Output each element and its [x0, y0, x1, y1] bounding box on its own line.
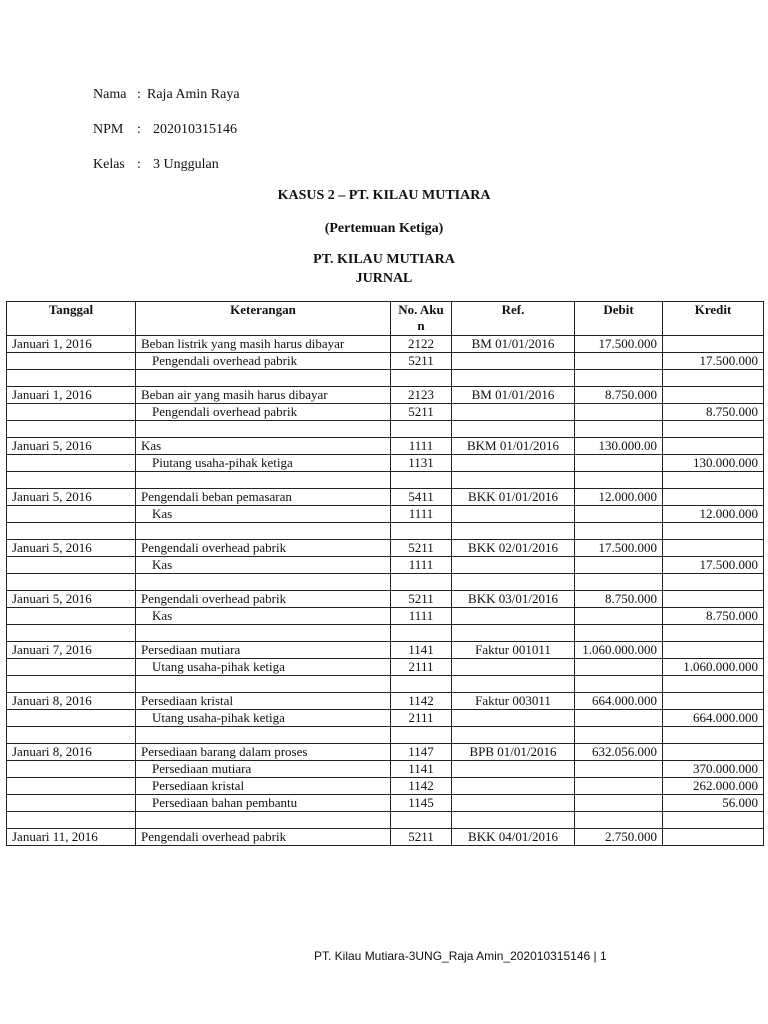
- cell-debit: [575, 404, 663, 421]
- cell-no-akun: 2122: [391, 336, 452, 353]
- cell-ref: [452, 761, 575, 778]
- cell-no-akun: [391, 574, 452, 591]
- cell-no-akun: 1142: [391, 693, 452, 710]
- cell-kredit: [663, 523, 764, 540]
- pertemuan-subtitle: (Pertemuan Ketiga): [324, 221, 444, 236]
- table-row: [7, 353, 764, 370]
- header-kredit: Kredit: [663, 302, 764, 336]
- cell-tanggal: [7, 795, 136, 812]
- jurnal-title: JURNAL: [355, 271, 413, 286]
- cell-no-akun: 2111: [391, 659, 452, 676]
- cell-no-akun: 1111: [391, 506, 452, 523]
- table-header-row: [7, 302, 764, 336]
- cell-kredit: [663, 574, 764, 591]
- cell-debit: [575, 506, 663, 523]
- cell-tanggal: [7, 421, 136, 438]
- cell-no-akun: 5411: [391, 489, 452, 506]
- cell-ref: BM 01/01/2016: [452, 336, 575, 353]
- cell-kredit: 8.750.000: [663, 608, 764, 625]
- cell-ref: Faktur 003011: [452, 693, 575, 710]
- header-keterangan: Keterangan: [136, 302, 391, 336]
- cell-keterangan: Kas: [136, 608, 391, 625]
- cell-keterangan: [136, 727, 391, 744]
- cell-kredit: [663, 591, 764, 608]
- kelas-label: Kelas: [93, 157, 125, 172]
- student-name-line: [93, 87, 240, 103]
- cell-keterangan: [136, 370, 391, 387]
- cell-keterangan: Pengendali overhead pabrik: [136, 353, 391, 370]
- cell-tanggal: [7, 778, 136, 795]
- cell-kredit: 664.000.000: [663, 710, 764, 727]
- cell-ref: BKK 02/01/2016: [452, 540, 575, 557]
- cell-kredit: 130.000.000: [663, 455, 764, 472]
- cell-ref: BKK 04/01/2016: [452, 829, 575, 846]
- cell-no-akun: 5211: [391, 540, 452, 557]
- cell-tanggal: [7, 404, 136, 421]
- cell-ref: [452, 455, 575, 472]
- table-row: [7, 642, 764, 659]
- cell-kredit: 17.500.000: [663, 353, 764, 370]
- jurnal-table: [6, 301, 764, 846]
- table-row: [7, 336, 764, 353]
- cell-tanggal: Januari 7, 2016: [7, 642, 136, 659]
- cell-ref: Faktur 001011: [452, 642, 575, 659]
- cell-ref: BKM 01/01/2016: [452, 438, 575, 455]
- header-no-akun: No. Akun: [391, 302, 452, 336]
- cell-no-akun: 1145: [391, 795, 452, 812]
- cell-keterangan: [136, 676, 391, 693]
- student-kelas-line: [93, 157, 219, 173]
- cell-ref: [452, 557, 575, 574]
- cell-keterangan: [136, 812, 391, 829]
- cell-no-akun: [391, 676, 452, 693]
- cell-ref: [452, 370, 575, 387]
- cell-keterangan: Beban listrik yang masih harus dibayar: [136, 336, 391, 353]
- cell-no-akun: 1141: [391, 761, 452, 778]
- cell-debit: 632.056.000: [575, 744, 663, 761]
- cell-keterangan: Kas: [136, 557, 391, 574]
- kelas-value: 3 Unggulan: [153, 157, 219, 172]
- cell-kredit: [663, 387, 764, 404]
- cell-ref: [452, 812, 575, 829]
- cell-debit: [575, 574, 663, 591]
- table-row: [7, 540, 764, 557]
- cell-tanggal: [7, 625, 136, 642]
- cell-kredit: 56.000: [663, 795, 764, 812]
- cell-keterangan: [136, 472, 391, 489]
- cell-tanggal: Januari 5, 2016: [7, 438, 136, 455]
- cell-tanggal: Januari 8, 2016: [7, 744, 136, 761]
- cell-keterangan: Pengendali beban pemasaran: [136, 489, 391, 506]
- page-footer: [314, 949, 607, 963]
- cell-no-akun: 5211: [391, 829, 452, 846]
- cell-no-akun: [391, 727, 452, 744]
- cell-keterangan: Persediaan mutiara: [136, 761, 391, 778]
- table-row-blank: [7, 625, 764, 642]
- cell-ref: BKK 01/01/2016: [452, 489, 575, 506]
- npm-value: 202010315146: [153, 122, 237, 137]
- cell-no-akun: 2123: [391, 387, 452, 404]
- cell-no-akun: [391, 421, 452, 438]
- cell-no-akun: 1111: [391, 557, 452, 574]
- cell-kredit: [663, 829, 764, 846]
- table-row: [7, 659, 764, 676]
- cell-keterangan: Kas: [136, 506, 391, 523]
- cell-kredit: 262.000.000: [663, 778, 764, 795]
- cell-keterangan: Pengendali overhead pabrik: [136, 540, 391, 557]
- cell-no-akun: [391, 472, 452, 489]
- cell-tanggal: Januari 5, 2016: [7, 489, 136, 506]
- cell-no-akun: 5211: [391, 353, 452, 370]
- table-row: [7, 608, 764, 625]
- cell-tanggal: Januari 11, 2016: [7, 829, 136, 846]
- cell-tanggal: [7, 608, 136, 625]
- cell-kredit: 12.000.000: [663, 506, 764, 523]
- nama-label: Nama: [93, 87, 127, 102]
- cell-keterangan: Utang usaha-pihak ketiga: [136, 659, 391, 676]
- cell-no-akun: 1131: [391, 455, 452, 472]
- cell-kredit: [663, 370, 764, 387]
- cell-no-akun: 1141: [391, 642, 452, 659]
- cell-tanggal: Januari 1, 2016: [7, 387, 136, 404]
- cell-debit: [575, 727, 663, 744]
- cell-tanggal: [7, 455, 136, 472]
- cell-no-akun: [391, 625, 452, 642]
- cell-keterangan: Persediaan kristal: [136, 693, 391, 710]
- table-row: [7, 778, 764, 795]
- cell-no-akun: [391, 523, 452, 540]
- cell-debit: [575, 557, 663, 574]
- cell-debit: [575, 472, 663, 489]
- table-row: [7, 693, 764, 710]
- table-row: [7, 506, 764, 523]
- cell-kredit: [663, 693, 764, 710]
- cell-kredit: [663, 438, 764, 455]
- cell-no-akun: [391, 370, 452, 387]
- table-row: [7, 761, 764, 778]
- cell-kredit: [663, 625, 764, 642]
- table-row-blank: [7, 574, 764, 591]
- cell-debit: 2.750.000: [575, 829, 663, 846]
- cell-tanggal: Januari 5, 2016: [7, 540, 136, 557]
- page-number: 1: [599, 949, 607, 963]
- kasus-title: KASUS 2 – PT. KILAU MUTIARA: [277, 188, 491, 203]
- cell-debit: [575, 523, 663, 540]
- cell-kredit: 370.000.000: [663, 761, 764, 778]
- npm-label: NPM: [93, 122, 124, 137]
- header-ref: Ref.: [452, 302, 575, 336]
- cell-ref: [452, 659, 575, 676]
- cell-ref: [452, 506, 575, 523]
- cell-no-akun: 1147: [391, 744, 452, 761]
- cell-keterangan: Persediaan kristal: [136, 778, 391, 795]
- cell-kredit: [663, 489, 764, 506]
- cell-tanggal: [7, 659, 136, 676]
- student-npm-line: [93, 122, 237, 138]
- cell-keterangan: Persediaan barang dalam proses: [136, 744, 391, 761]
- cell-kredit: [663, 676, 764, 693]
- cell-tanggal: [7, 472, 136, 489]
- nama-separator: :: [137, 87, 141, 102]
- jurnal-body: [7, 336, 764, 846]
- cell-tanggal: Januari 1, 2016: [7, 336, 136, 353]
- cell-ref: BPB 01/01/2016: [452, 744, 575, 761]
- cell-no-akun: [391, 812, 452, 829]
- cell-debit: [575, 370, 663, 387]
- footer-text: PT. Kilau Mutiara-3UNG_Raja Amin_202010315146: [314, 949, 591, 963]
- cell-kredit: [663, 421, 764, 438]
- company-title: PT. KILAU MUTIARA: [313, 252, 455, 267]
- cell-ref: [452, 710, 575, 727]
- cell-debit: [575, 710, 663, 727]
- cell-debit: [575, 353, 663, 370]
- cell-tanggal: [7, 676, 136, 693]
- header-tanggal: Tanggal: [7, 302, 136, 336]
- cell-no-akun: 1111: [391, 438, 452, 455]
- cell-keterangan: [136, 574, 391, 591]
- cell-debit: 8.750.000: [575, 591, 663, 608]
- cell-ref: [452, 608, 575, 625]
- cell-debit: [575, 812, 663, 829]
- cell-kredit: 1.060.000.000: [663, 659, 764, 676]
- cell-keterangan: Persediaan mutiara: [136, 642, 391, 659]
- cell-keterangan: [136, 523, 391, 540]
- cell-ref: [452, 625, 575, 642]
- cell-debit: [575, 455, 663, 472]
- cell-ref: [452, 404, 575, 421]
- cell-ref: BM 01/01/2016: [452, 387, 575, 404]
- cell-debit: 8.750.000: [575, 387, 663, 404]
- cell-kredit: [663, 336, 764, 353]
- cell-debit: 17.500.000: [575, 540, 663, 557]
- header-debit: Debit: [575, 302, 663, 336]
- cell-no-akun: 1142: [391, 778, 452, 795]
- cell-tanggal: [7, 506, 136, 523]
- cell-kredit: 8.750.000: [663, 404, 764, 421]
- cell-debit: [575, 625, 663, 642]
- cell-kredit: [663, 472, 764, 489]
- cell-debit: 17.500.000: [575, 336, 663, 353]
- cell-debit: [575, 761, 663, 778]
- cell-ref: [452, 421, 575, 438]
- cell-tanggal: Januari 8, 2016: [7, 693, 136, 710]
- cell-debit: [575, 676, 663, 693]
- cell-tanggal: [7, 353, 136, 370]
- nama-value: Raja Amin Raya: [147, 87, 240, 102]
- cell-tanggal: [7, 761, 136, 778]
- cell-ref: BKK 03/01/2016: [452, 591, 575, 608]
- cell-tanggal: Januari 5, 2016: [7, 591, 136, 608]
- cell-ref: [452, 574, 575, 591]
- cell-ref: [452, 353, 575, 370]
- table-row-blank: [7, 727, 764, 744]
- cell-keterangan: Persediaan bahan pembantu: [136, 795, 391, 812]
- table-row-blank: [7, 676, 764, 693]
- table-row: [7, 795, 764, 812]
- cell-no-akun: 1111: [391, 608, 452, 625]
- cell-ref: [452, 472, 575, 489]
- table-row: [7, 489, 764, 506]
- table-row: [7, 438, 764, 455]
- cell-debit: 12.000.000: [575, 489, 663, 506]
- cell-keterangan: Beban air yang masih harus dibayar: [136, 387, 391, 404]
- cell-kredit: [663, 642, 764, 659]
- cell-tanggal: [7, 557, 136, 574]
- cell-keterangan: [136, 625, 391, 642]
- cell-keterangan: [136, 421, 391, 438]
- cell-keterangan: Pengendali overhead pabrik: [136, 829, 391, 846]
- cell-tanggal: [7, 812, 136, 829]
- cell-ref: [452, 727, 575, 744]
- cell-tanggal: [7, 523, 136, 540]
- table-row: [7, 710, 764, 727]
- cell-debit: [575, 608, 663, 625]
- table-row: [7, 744, 764, 761]
- cell-ref: [452, 523, 575, 540]
- cell-tanggal: [7, 370, 136, 387]
- table-row: [7, 591, 764, 608]
- cell-keterangan: Pengendali overhead pabrik: [136, 591, 391, 608]
- cell-kredit: [663, 540, 764, 557]
- cell-no-akun: 2111: [391, 710, 452, 727]
- npm-separator: :: [137, 122, 141, 137]
- cell-keterangan: Kas: [136, 438, 391, 455]
- cell-no-akun: 5211: [391, 591, 452, 608]
- table-row-blank: [7, 523, 764, 540]
- cell-debit: [575, 795, 663, 812]
- cell-ref: [452, 778, 575, 795]
- cell-keterangan: Pengendali overhead pabrik: [136, 404, 391, 421]
- cell-debit: 130.000.00: [575, 438, 663, 455]
- cell-debit: [575, 421, 663, 438]
- cell-tanggal: [7, 574, 136, 591]
- table-row: [7, 387, 764, 404]
- kelas-separator: :: [137, 157, 141, 172]
- cell-keterangan: Utang usaha-pihak ketiga: [136, 710, 391, 727]
- footer-page-separator: |: [593, 949, 597, 963]
- cell-kredit: [663, 812, 764, 829]
- cell-debit: 1.060.000.000: [575, 642, 663, 659]
- table-row-blank: [7, 370, 764, 387]
- cell-kredit: 17.500.000: [663, 557, 764, 574]
- cell-tanggal: [7, 727, 136, 744]
- cell-kredit: [663, 744, 764, 761]
- cell-keterangan: Piutang usaha-pihak ketiga: [136, 455, 391, 472]
- cell-debit: [575, 778, 663, 795]
- cell-ref: [452, 676, 575, 693]
- cell-tanggal: [7, 710, 136, 727]
- cell-debit: [575, 659, 663, 676]
- table-row-blank: [7, 812, 764, 829]
- cell-debit: 664.000.000: [575, 693, 663, 710]
- table-row: [7, 404, 764, 421]
- cell-ref: [452, 795, 575, 812]
- table-row-blank: [7, 421, 764, 438]
- table-row: [7, 829, 764, 846]
- cell-kredit: [663, 727, 764, 744]
- cell-no-akun: 5211: [391, 404, 452, 421]
- table-row: [7, 557, 764, 574]
- table-row-blank: [7, 472, 764, 489]
- table-row: [7, 455, 764, 472]
